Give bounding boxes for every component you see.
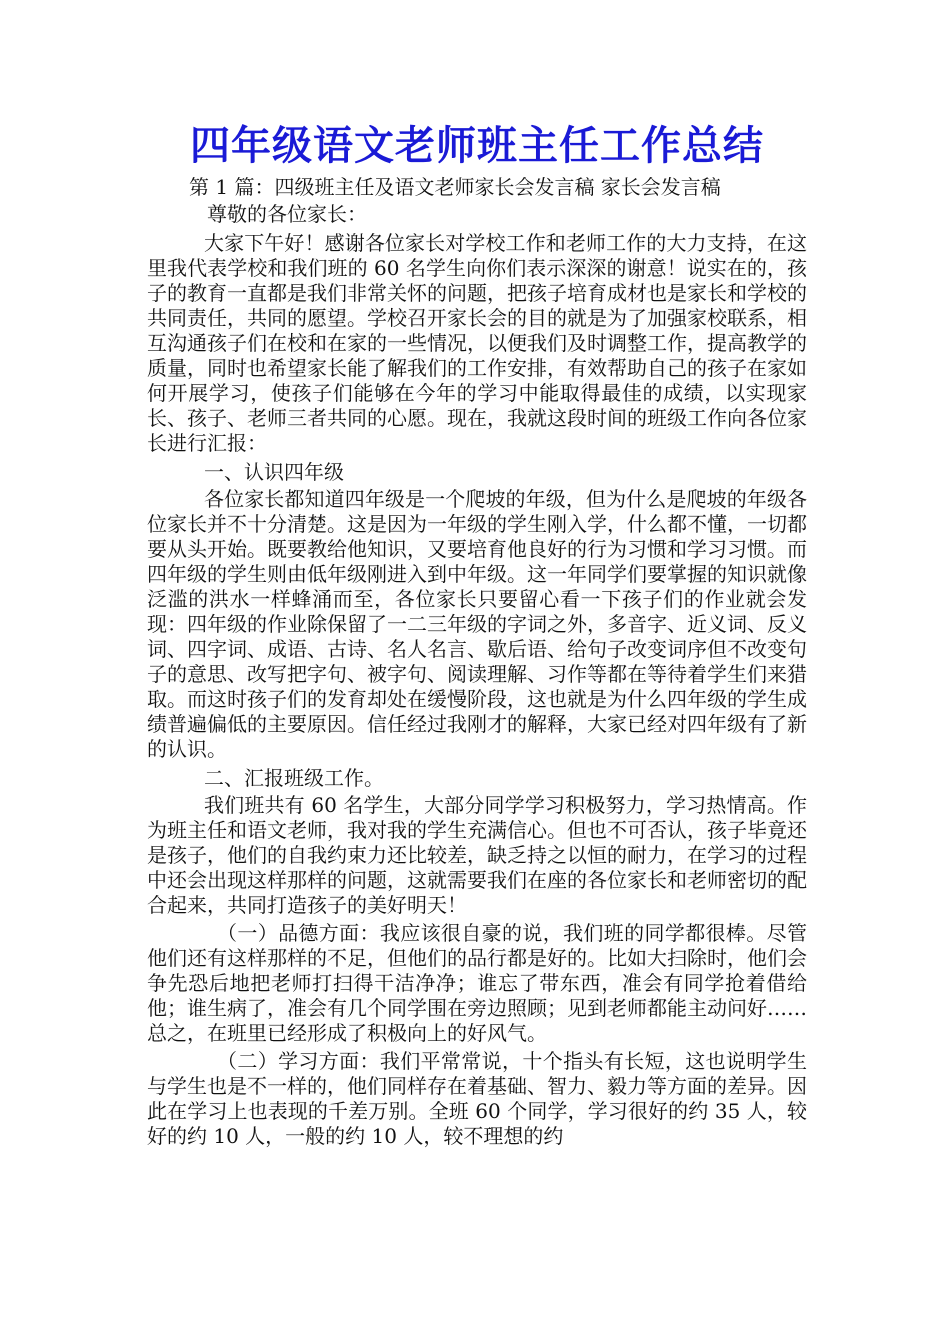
paragraph-class-report: 我们班共有 60 名学生，大部分同学学习积极努力，学习热情高。作为班主任和语文老师，我对我的学生充满信心。但也不可否认，孩子毕竟还是孩子，他们的自我约束力还比较差，缺乏持之以恒的耐力，在学习的过程中还会出现这样那样的问题，这就需要我们在座的各位家长和老师密切的配合起来，共同打造孩子的美好明天！ bbox=[147, 793, 807, 917]
paragraph-study: （二）学习方面：我们平常常说，十个指头有长短，这也说明学生与学生也是不一样的，他们同样存在着基础、智力、毅力等方面的差异。因此在学习上也表现的千差万别。全班 60 个同学，学习很好的约 35 人，较好的约 10 人，一般的约 10 人，较不理想的约 bbox=[147, 1049, 807, 1148]
document-page bbox=[147, 118, 807, 1152]
paragraph-opening: 大家下午好！感谢各位家长对学校工作和老师工作的大力支持，在这里我代表学校和我们班的 60 名学生向你们表示深深的谢意！说实在的，孩子的教育一直都是我们非常关怀的问题，把孩子培育成材也是家长和学校的共同责任，共同的愿望。学校召开家长会的目的就是为了加强家校联系，相互沟通孩子们在校和在家的一些情况，以便我们及时调整工作，提高教学的质量，同时也希望家长能了解我们的工作安排，有效帮助自己的孩子在家如何开展学习，使孩子们能够在今年的学习中能取得最佳的成绩，以实现家长、孩子、老师三者共同的心愿。现在，我就这段时间的班级工作向各位家长进行汇报： bbox=[147, 231, 807, 455]
paragraph-grade-four: 各位家长都知道四年级是一个爬坡的年级，但为什么是爬坡的年级各位家长并不十分清楚。这是因为一年级的学生刚入学，什么都不懂，一切都要从头开始。既要教给他知识，又要培育他良好的行为习惯和学习习惯。而四年级的学生则由低年级刚进入到中年级。这一年同学们要掌握的知识就像泛滥的洪水一样蜂涌而至，各位家长只要留心看一下孩子们的作业就会发现：四年级的作业除保留了一二三年级的字词之外，多音字、近义词、反义词、四字词、成语、古诗、名人名言、歇后语、给句子改变词序但不改变句子的意思、改写把字句、被字句、阅读理解、习作等都在等待着学生们来猎取。而这时孩子们的发育却处在缓慢阶段，这也就是为什么四年级的学生成绩普遍偏低的主要原因。信任经过我刚才的解释，大家已经对四年级有了新的认识。 bbox=[147, 487, 807, 761]
document-subtitle: 第 1 篇：四级班主任及语文老师家长会发言稿 家长会发言稿 bbox=[189, 175, 721, 199]
greeting-line: 尊敬的各位家长： bbox=[207, 202, 367, 226]
section-heading-1: 一、认识四年级 bbox=[204, 460, 344, 484]
document-title: 四年级语文老师班主任工作总结 bbox=[190, 123, 764, 169]
section-heading-2: 二、汇报班级工作。 bbox=[204, 766, 384, 790]
paragraph-morality: （一）品德方面：我应该很自豪的说，我们班的同学都很棒。尽管他们还有这样那样的不足，但他们的品行都是好的。比如大扫除时，他们会争先恐后地把老师打扫得干洁净净；谁忘了带东西，准会有同学抢着借给他；谁生病了，准会有几个同学围在旁边照顾；见到老师都能主动问好……总之，在班里已经形成了积极向上的好风气。 bbox=[147, 921, 807, 1045]
